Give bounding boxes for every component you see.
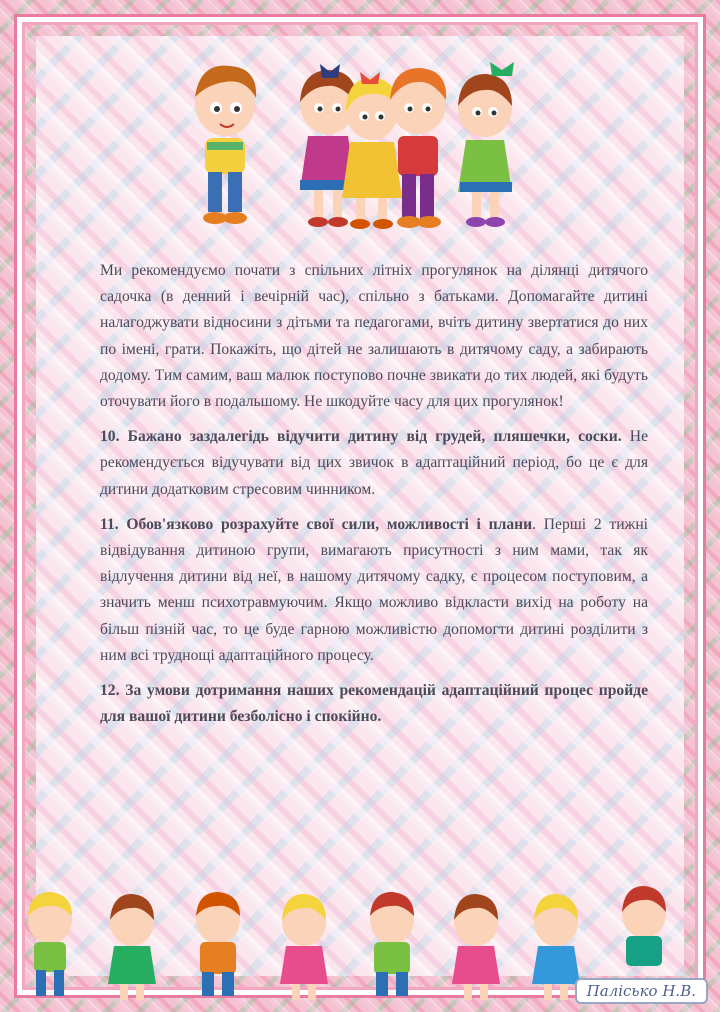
paragraph-number: 10. <box>100 428 120 446</box>
boy-figure <box>195 66 256 224</box>
paragraph-10 <box>100 424 648 503</box>
paragraph-text: Ми рекомендуємо почати з спільних літніх прогулянок на ділянці дитячого садочка (в денний і вечірній час), спільно з батьками. Допомагайте дитині налагоджувати відносини з дітьми та педагогами, вчіть дитину звертатися до них по імені, грати. Покажіть, що дітей не залишають в дитячому саду, а забирають додому. Тим самим, ваш малюк поступово почне звикати до тих людей, які будуть оточувати його в подальшому. Не шкодуйте часу для цих прогулянок! <box>100 262 648 411</box>
document-body <box>100 258 648 739</box>
paragraph-number: 12. <box>100 682 120 700</box>
girl-figure-3 <box>458 62 514 227</box>
author-signature: Палісько Н.В. <box>575 978 708 1004</box>
boy-figure-2 <box>390 68 446 228</box>
girl-figure-1 <box>300 64 356 227</box>
paragraph-12 <box>100 678 648 730</box>
top-children-illustration <box>180 52 530 238</box>
child-row <box>28 886 666 1000</box>
paragraph-11 <box>100 512 648 669</box>
paragraph-text: Не рекомендується відучувати від цих звичок в адаптаційний період, бо це є для дитини додатковим стресовим чинником. <box>100 428 648 498</box>
paragraph-intro <box>100 258 648 415</box>
paragraph-heading: За умови дотримання наших рекомендацій адаптаційний процес пройде для вашої дитини безболісно і спокійно. <box>100 682 648 726</box>
paragraph-number: 11. <box>100 515 119 533</box>
paragraph-heading: Обов'язково розрахуйте свої сили, можливості і плани <box>118 515 533 533</box>
paragraph-text: . Перші 2 тижні відвідування дитиною групи, вимагають присутності з ним мами, так як відлучення дитини від неї, в нашому дитячому садку, є процесом поступовим, а значить менш психотравмуючим. Якщо можливо відкласти вихід на роботу на більш пізній час, то це буде гарною можливістю допомогти дитині розділити з ним всі труднощі адаптаційного процесу. <box>100 515 648 664</box>
paragraph-heading: Бажано заздалегідь відучити дитину від грудей, пляшечки, соски. <box>119 428 622 446</box>
